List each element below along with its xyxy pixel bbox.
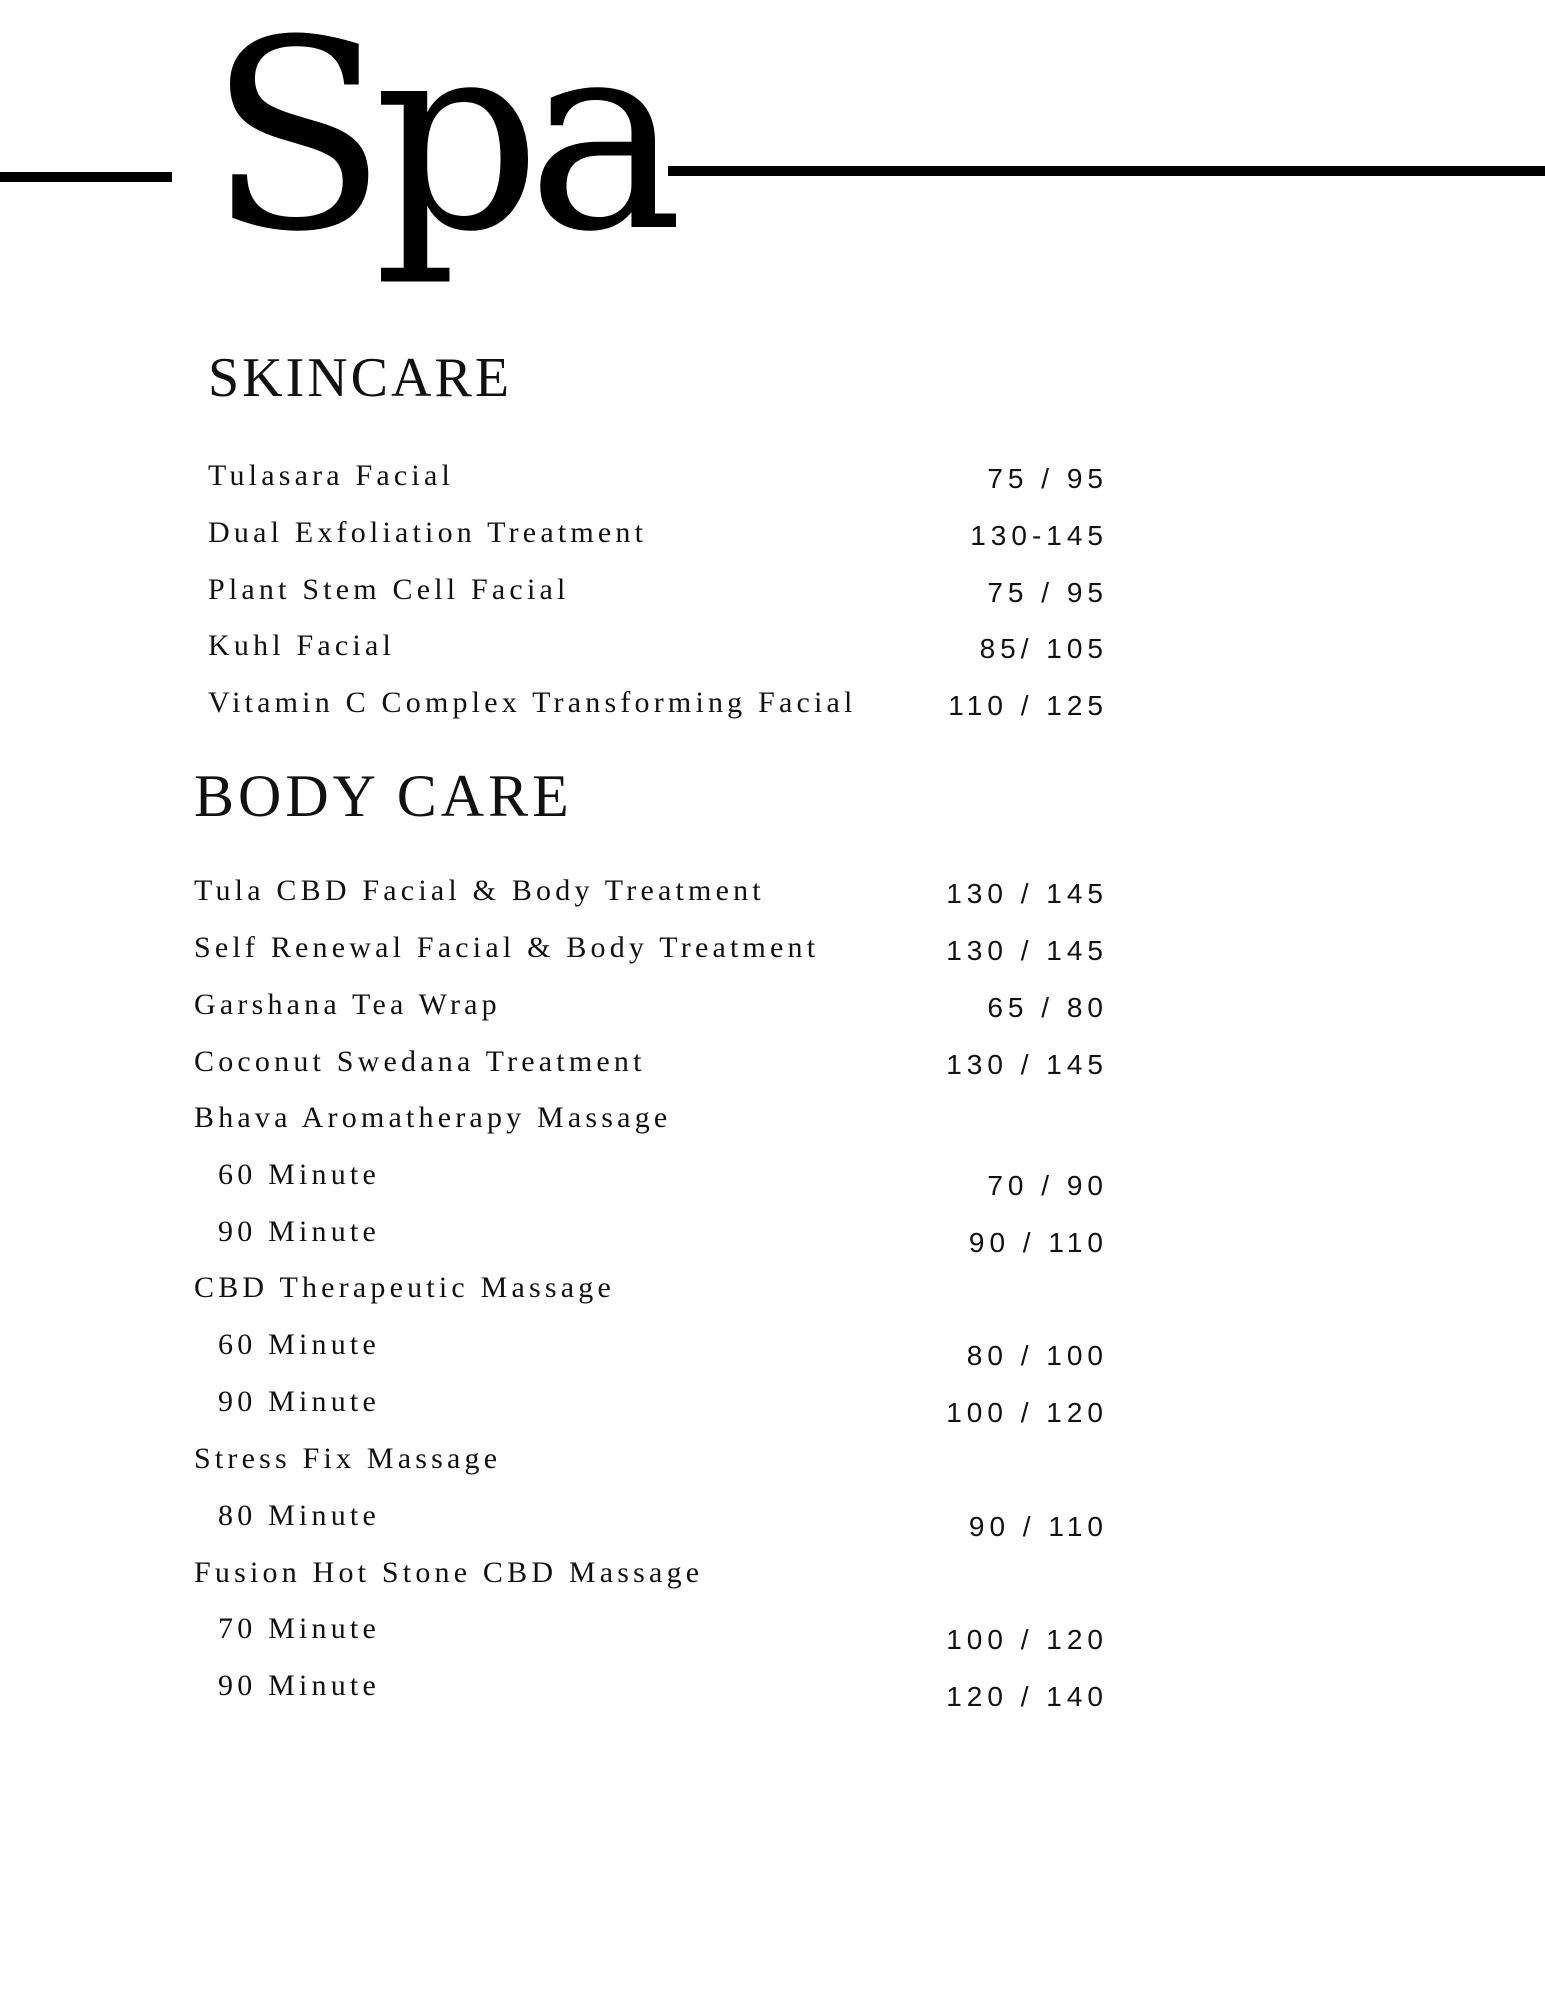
menu-item [194,1044,1108,1090]
menu-subitem [194,1214,1108,1260]
page-title: Spa [208,0,670,289]
menu-item-price: 90 / 110 [968,1511,1108,1542]
menu-item-name: Coconut Swedana Treatment [194,1045,646,1078]
menu-item-name: Garshana Tea Wrap [194,988,501,1021]
menu-item-price: 100 / 120 [946,1624,1108,1655]
menu-item [208,628,1108,674]
menu-item [194,930,1108,976]
menu-item-name: 90 Minute [218,1385,380,1418]
menu-item-price: 110 / 125 [948,690,1108,721]
menu-item-name: 90 Minute [218,1669,380,1702]
menu-item-name: Fusion Hot Stone CBD Massage [194,1556,704,1589]
menu-subitem [194,1157,1108,1203]
menu-item-name: 90 Minute [218,1215,380,1248]
menu-item-name: Self Renewal Facial & Body Treatment [194,931,820,964]
title-rule-right [668,166,1545,176]
menu-item-price: 130 / 145 [946,1049,1108,1080]
menu-group-header [194,1270,1108,1316]
menu-item-price: 130-145 [970,520,1108,551]
bodycare-heading: BODY CARE [194,763,573,829]
menu-item-price: 130 / 145 [946,935,1108,966]
menu-subitem [194,1668,1108,1714]
menu-group-header [194,1441,1108,1487]
menu-subitem [194,1327,1108,1373]
menu-item-price: 120 / 140 [946,1681,1108,1712]
menu-subitem [194,1611,1108,1657]
menu-item-name: Dual Exfoliation Treatment [208,516,648,549]
menu-item-name: Tulasara Facial [208,459,455,492]
menu-item-price: 90 / 110 [968,1227,1108,1258]
menu-item-name: Bhava Aromatherapy Massage [194,1101,672,1134]
menu-item-price: 100 / 120 [946,1397,1108,1428]
menu-item [194,987,1108,1033]
menu-item [208,572,1108,618]
menu-item-price: 75 / 95 [987,577,1108,608]
menu-item-name: 60 Minute [218,1328,380,1361]
menu-item-name: Plant Stem Cell Facial [208,573,570,606]
menu-group-header [194,1555,1108,1601]
menu-item [208,685,1108,731]
menu-item-name: Stress Fix Massage [194,1442,502,1475]
menu-item-name: 80 Minute [218,1499,380,1532]
menu-item-price: 80 / 100 [966,1340,1108,1371]
menu-item-price: 65 / 80 [987,992,1108,1023]
menu-item [194,873,1108,919]
menu-item-name: Tula CBD Facial & Body Treatment [194,874,765,907]
menu-item-price: 130 / 145 [946,878,1108,909]
menu-subitem [194,1498,1108,1544]
title-rule-left [0,172,172,182]
menu-item-name: 60 Minute [218,1158,380,1191]
menu-item [208,515,1108,561]
menu-item-price: 75 / 95 [987,463,1108,494]
menu-item-price: 70 / 90 [987,1170,1108,1201]
menu-item-name: Kuhl Facial [208,629,396,662]
menu-item-name: Vitamin C Complex Transforming Facial [208,686,857,719]
menu-item-name: CBD Therapeutic Massage [194,1271,615,1304]
menu-item-name: 70 Minute [218,1612,380,1645]
menu-item [208,458,1108,504]
skincare-heading: SKINCARE [208,347,513,409]
menu-group-header [194,1100,1108,1146]
menu-item-price: 85/ 105 [979,633,1108,664]
menu-subitem [194,1384,1108,1430]
